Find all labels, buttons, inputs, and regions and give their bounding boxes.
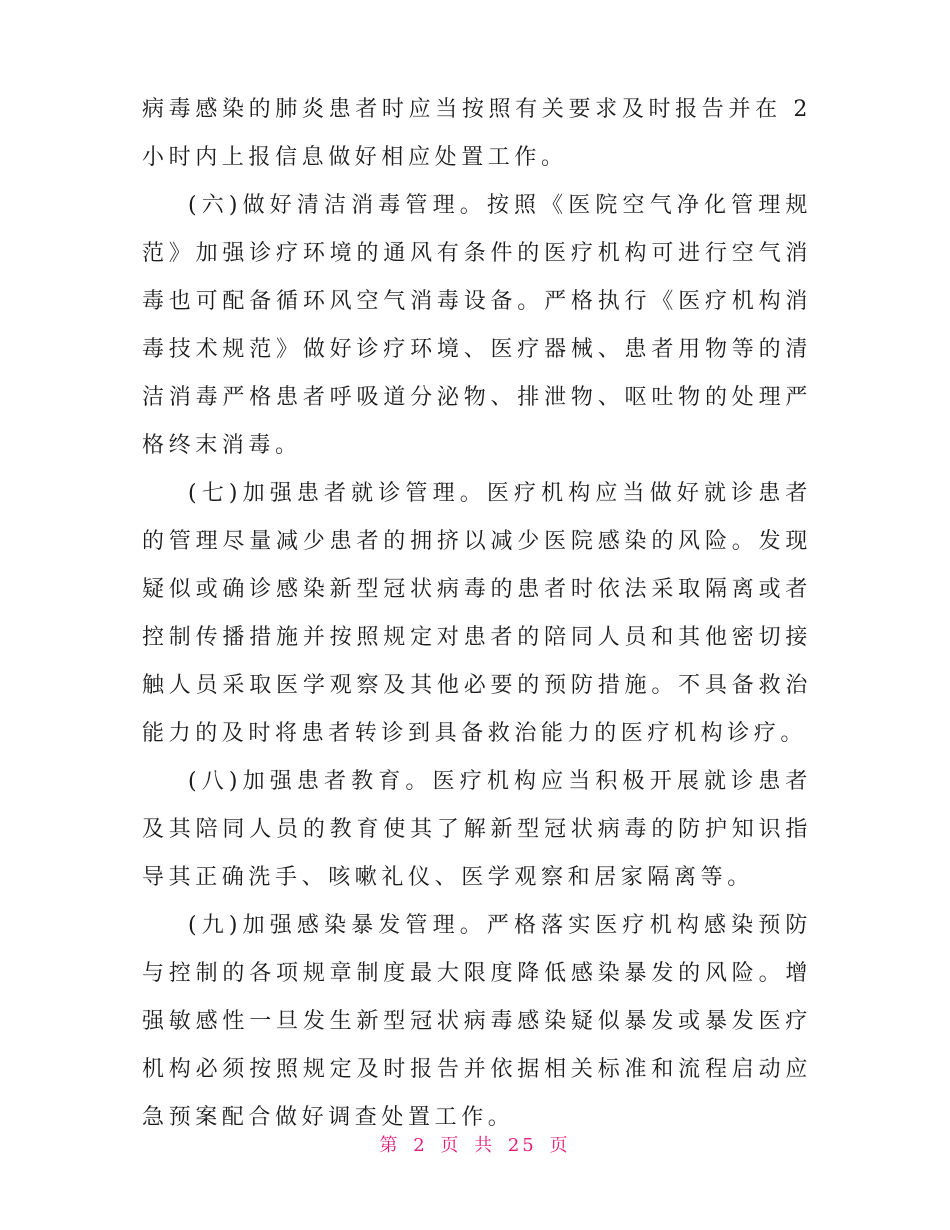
paragraph-section-6: (六)做好清洁消毒管理。按照《医院空气净化管理规范》加强诊疗环境的通风有条件的医疗机构可进行空气消毒也可配备循环风空气消毒设备。严格执行《医疗机构消毒技术规范》做好诊疗环境、医疗器械、患者用物等的清洁消毒严格患者呼吸道分泌物、排泄物、呕吐物的处理严格终末消毒。: [142, 193, 812, 458]
paragraph-section-9: (九)加强感染暴发管理。严格落实医疗机构感染预防与控制的各项规章制度最大限度降低感染暴发的风险。增强敏感性一旦发生新型冠状病毒感染疑似暴发或暴发医疗机构必须按照规定及时报告并依据相关标准和流程启动应急预案配合做好调查处置工作。: [142, 913, 812, 1130]
page-number-footer: 第 2 页 共 25 页: [379, 1135, 571, 1156]
document-body: [142, 86, 812, 1142]
paragraph-continued: 病毒感染的肺炎患者时应当按照有关要求及时报告并在 2 小时内上报信息做好相应处置工作。: [142, 97, 812, 170]
paragraph-section-7: (七)加强患者就诊管理。医疗机构应当做好就诊患者的管理尽量减少患者的拥挤以减少医院感染的风险。发现疑似或确诊感染新型冠状病毒的患者时依法采取隔离或者控制传播措施并按照规定对患者的陪同人员和其他密切接触人员采取医学观察及其他必要的预防措施。不具备救治能力的及时将患者转诊到具备救治能力的医疗机构诊疗。: [142, 481, 812, 746]
paragraph-section-8: (八)加强患者教育。医疗机构应当积极开展就诊患者及其陪同人员的教育使其了解新型冠状病毒的防护知识指导其正确洗手、咳嗽礼仪、医学观察和居家隔离等。: [142, 769, 812, 890]
